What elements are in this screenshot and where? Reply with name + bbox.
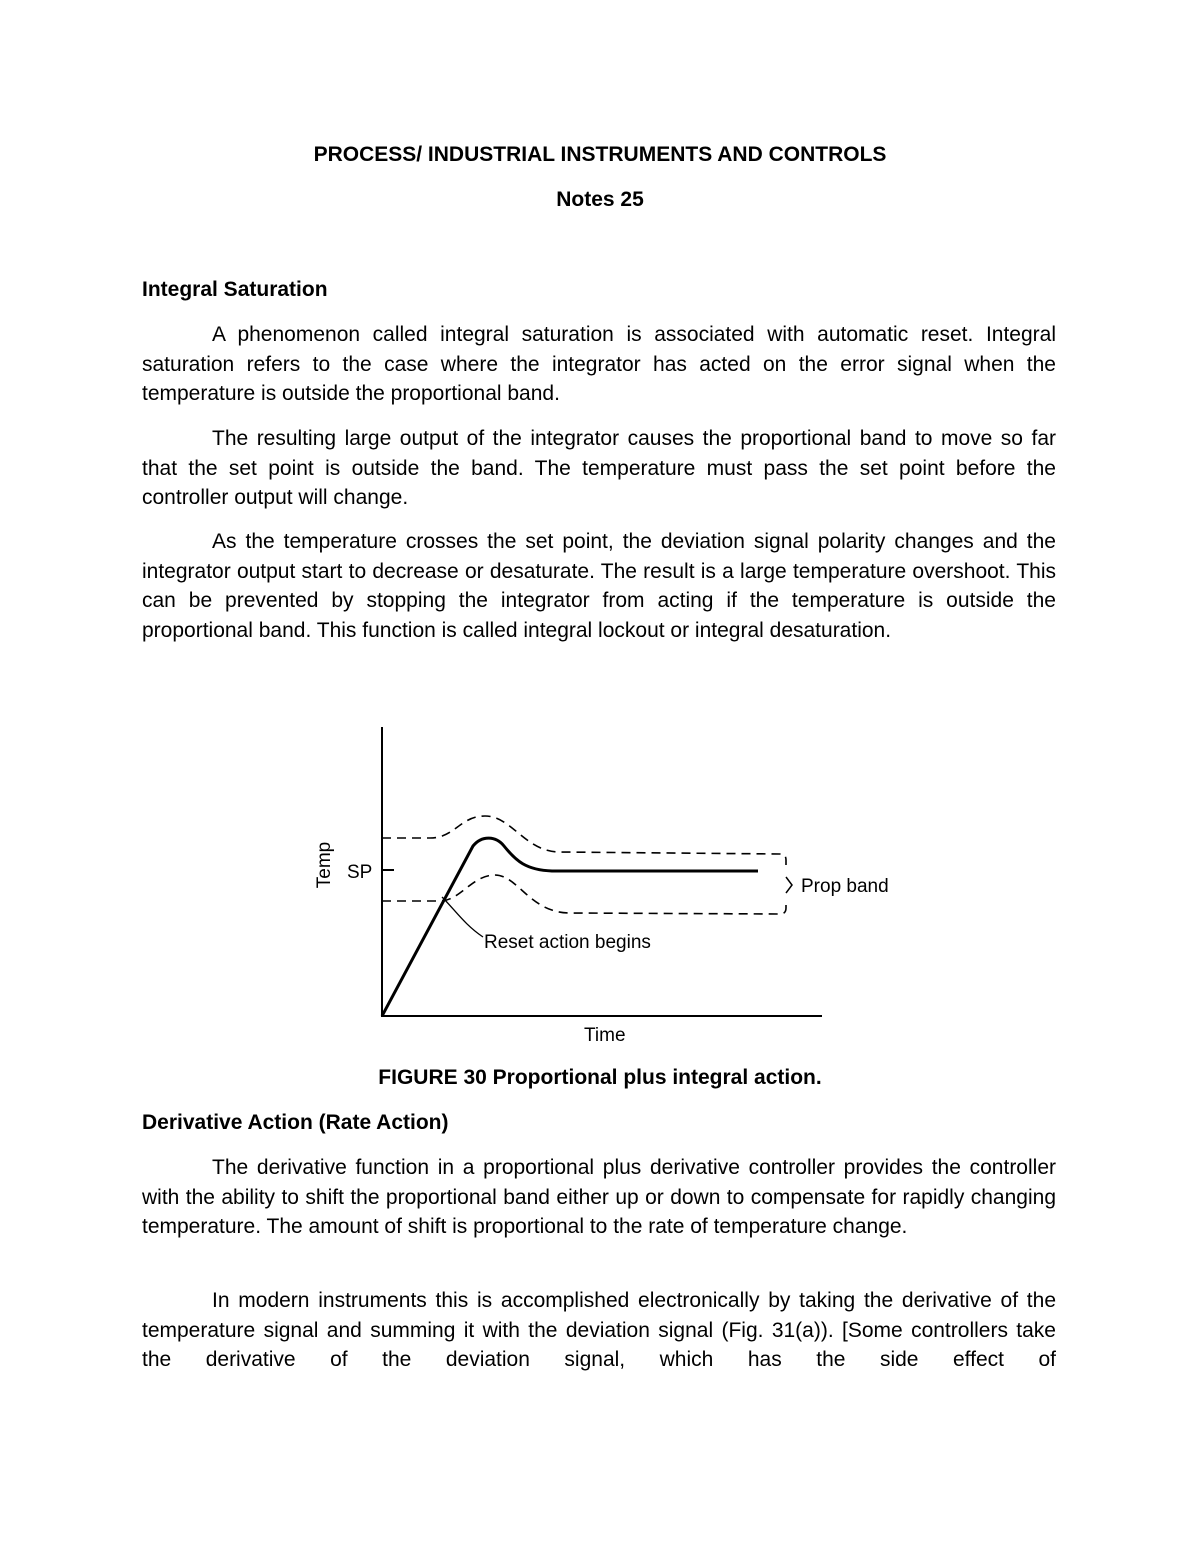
paragraph: A phenomenon called integral saturation is associated with automatic reset. Integral saturation refers to the case where the integrator has acted on the error signal when the temperature is outside the proportional band.	[142, 323, 1056, 405]
paragraph: The derivative function in a proportional plus derivative controller provides the controller with the ability to shift the proportional band either up or down to compensate for rapidly changing temperature. The amount of shift is proportional to the rate of temperature change.	[142, 1156, 1056, 1238]
temperature-curve	[382, 838, 758, 1016]
paragraph: In modern instruments this is accomplished electronically by taking the derivative of the temperature signal and summing it with the deviation signal (Fig. 31(a)). [Some controllers take the derivative of the deviation signal, which has the side effect of	[142, 1289, 1056, 1371]
paragraph: The resulting large output of the integrator causes the proportional band to move so far that the set point is outside the band. The temperature must pass the set point before the controller output will change.	[142, 427, 1056, 509]
lower-band-line	[382, 875, 786, 914]
document-title: PROCESS/ INDUSTRIAL INSTRUMENTS AND CONTROLS	[313, 143, 887, 166]
y-axis-label: Temp	[314, 841, 335, 889]
section-heading-integral-saturation: Integral Saturation	[142, 278, 328, 301]
pi-action-figure	[290, 715, 930, 1055]
paragraph: As the temperature crosses the set point, the deviation signal polarity changes and the integrator output start to decrease or desaturate. The result is a large temperature overshoot. This can be prevented by stopping the integrator from acting if the temperature is outside the proportional band. This function is called integral lockout or integral desaturation.	[142, 530, 1056, 642]
band-label: Prop band	[801, 876, 889, 897]
setpoint-label: SP	[347, 862, 373, 883]
upper-band-line	[382, 816, 786, 865]
figure-caption: FIGURE 30 Proportional plus integral action.	[378, 1066, 822, 1089]
annotation-label: Reset action begins	[484, 932, 651, 953]
annotation-leader	[442, 897, 483, 937]
band-bracket	[786, 877, 792, 893]
x-axis-label: Time	[584, 1025, 626, 1046]
document-subtitle: Notes 25	[556, 188, 644, 211]
section-heading-derivative-action: Derivative Action (Rate Action)	[142, 1111, 449, 1134]
